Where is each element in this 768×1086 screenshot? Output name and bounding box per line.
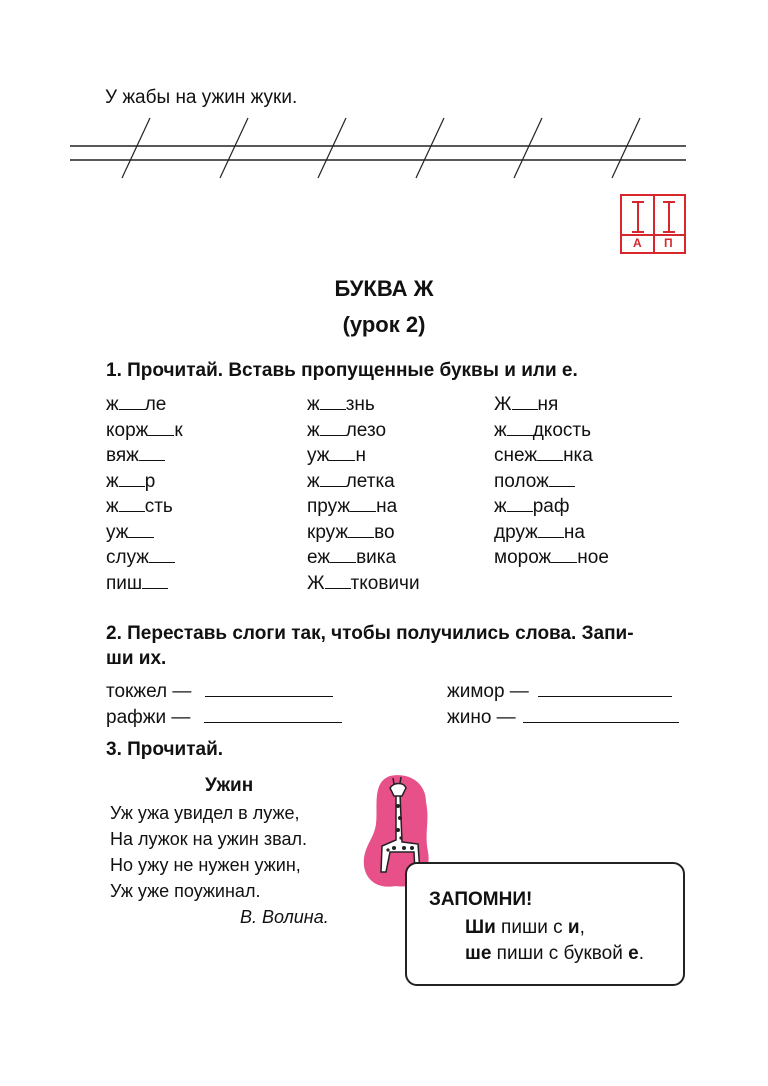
word-end: н xyxy=(355,445,366,466)
task2-item xyxy=(447,704,679,730)
stamp-letter-p: П xyxy=(664,236,673,250)
word-start: Ж xyxy=(494,394,512,415)
word-end: сть xyxy=(144,496,173,517)
word-with-gap xyxy=(494,469,575,495)
word-end: тковичи xyxy=(350,572,420,594)
word-with-gap xyxy=(106,520,154,546)
word-start: ж xyxy=(106,496,119,517)
letter-blank[interactable] xyxy=(507,495,533,512)
word-with-gap xyxy=(494,545,609,571)
word-with-gap xyxy=(106,494,173,520)
word-with-gap xyxy=(106,392,166,418)
word-end: вика xyxy=(356,547,397,568)
word-end: к xyxy=(174,419,183,441)
word-end: на xyxy=(376,496,398,517)
word-with-gap xyxy=(494,494,570,520)
word-start: служ xyxy=(106,547,150,568)
poem-author: В. Волина. xyxy=(240,907,329,927)
word-start: снеж xyxy=(494,445,538,466)
task2-item xyxy=(106,678,333,704)
rule-text: пиши с xyxy=(495,917,568,938)
copybook-lines xyxy=(70,112,690,184)
word-end: дкость xyxy=(532,419,591,441)
letter-blank[interactable] xyxy=(551,546,577,563)
word-with-gap xyxy=(494,520,585,546)
letter-blank[interactable] xyxy=(119,495,145,512)
word-end: нка xyxy=(563,445,593,466)
task2-heading-line2: ши их. xyxy=(106,648,167,669)
word-start: ж xyxy=(307,394,320,415)
letter-blank[interactable] xyxy=(320,419,346,436)
letter-blank[interactable] xyxy=(320,470,346,487)
rule-letter: е xyxy=(628,943,639,964)
poem xyxy=(110,800,307,904)
answer-blank[interactable] xyxy=(538,678,672,697)
letter-blank[interactable] xyxy=(148,419,174,436)
remember-box xyxy=(405,862,685,986)
letter-blank[interactable] xyxy=(142,572,168,589)
remember-heading: ЗАПОМНИ! xyxy=(429,889,533,910)
poem-line: Уж ужа увидел в луже, xyxy=(110,803,300,823)
word-with-gap xyxy=(106,443,165,469)
letter-blank[interactable] xyxy=(350,495,376,512)
remember-rule-2 xyxy=(465,942,644,966)
word-start: Ж xyxy=(307,572,325,594)
word-start: корж xyxy=(106,419,149,441)
word-start: пруж xyxy=(307,496,351,517)
word-start: морож xyxy=(494,547,552,568)
word-start: ж xyxy=(106,394,119,415)
stamp-letter-a: А xyxy=(633,236,642,250)
word-with-gap xyxy=(307,494,397,520)
letter-blank[interactable] xyxy=(119,393,145,410)
letter-blank[interactable] xyxy=(139,444,165,461)
task2-word: жино — xyxy=(447,707,516,728)
page-title: БУКВА Ж xyxy=(334,276,434,301)
task2-word: рафжи — xyxy=(106,707,191,728)
word-end: ле xyxy=(144,394,167,415)
word-start: полож xyxy=(494,470,549,492)
rule-syllable: Ши xyxy=(465,917,496,938)
answer-blank[interactable] xyxy=(204,704,342,723)
letter-blank[interactable] xyxy=(329,444,355,461)
rule-punct: , xyxy=(579,917,585,938)
letter-blank[interactable] xyxy=(549,470,575,487)
word-with-gap xyxy=(106,469,155,495)
rule-syllable: ше xyxy=(465,943,492,964)
word-start: друж xyxy=(494,521,538,543)
word-with-gap xyxy=(106,571,168,597)
word-end: раф xyxy=(532,496,570,517)
word-end: ное xyxy=(577,547,609,568)
answer-blank[interactable] xyxy=(205,678,333,697)
letter-blank[interactable] xyxy=(119,470,145,487)
letter-blank[interactable] xyxy=(538,521,564,538)
word-end: ня xyxy=(537,394,559,415)
word-start: ж xyxy=(106,470,119,492)
letter-blank[interactable] xyxy=(128,521,154,538)
word-start: ж xyxy=(494,419,507,441)
remember-rule-1 xyxy=(465,916,585,940)
letter-blank[interactable] xyxy=(512,393,538,410)
rule-letter: и xyxy=(567,917,580,938)
word-end: лезо xyxy=(345,419,387,441)
word-start: уж xyxy=(307,445,330,466)
word-with-gap xyxy=(307,443,366,469)
word-with-gap xyxy=(307,418,386,444)
word-start: ж xyxy=(307,470,320,492)
page-subtitle: (урок 2) xyxy=(342,312,426,337)
letter-blank[interactable] xyxy=(320,393,346,410)
rule-punct: . xyxy=(638,943,644,964)
word-start: пиш xyxy=(106,572,143,594)
task2-item xyxy=(106,704,342,730)
letter-blank[interactable] xyxy=(330,546,356,563)
word-with-gap xyxy=(307,571,420,597)
word-start: ж xyxy=(494,496,507,517)
word-end: знь xyxy=(345,394,375,415)
letter-blank[interactable] xyxy=(348,521,374,538)
letter-blank[interactable] xyxy=(537,444,563,461)
word-start: ж xyxy=(307,419,320,441)
poem-line: Но ужу не нужен ужин, xyxy=(110,855,301,875)
word-end: на xyxy=(563,521,585,543)
copy-sentence: У жабы на ужин жуки. xyxy=(105,87,298,108)
word-with-gap xyxy=(494,392,558,418)
word-end: летка xyxy=(345,470,395,492)
word-with-gap xyxy=(307,545,396,571)
task1-heading: 1. Прочитай. Вставь пропущенные буквы и или е. xyxy=(106,360,578,381)
word-with-gap xyxy=(307,469,395,495)
letter-blank[interactable] xyxy=(507,419,533,436)
task2-item xyxy=(447,678,672,704)
word-start: еж xyxy=(307,547,331,568)
word-with-gap xyxy=(494,418,591,444)
word-with-gap xyxy=(494,443,593,469)
lesson-stamp xyxy=(620,194,686,254)
answer-blank[interactable] xyxy=(523,704,679,723)
word-start: уж xyxy=(106,521,129,543)
word-start: круж xyxy=(307,521,349,543)
word-end: р xyxy=(144,470,156,492)
word-with-gap xyxy=(307,392,375,418)
word-end: во xyxy=(374,521,395,543)
task2-word: жимор — xyxy=(447,681,529,702)
task2-heading-line1: 2. Переставь слоги так, чтобы получились слова. Запи- xyxy=(106,623,634,644)
word-start: вяж xyxy=(106,445,139,466)
word-with-gap xyxy=(106,418,183,444)
letter-blank[interactable] xyxy=(149,546,175,563)
task3-heading: 3. Прочитай. xyxy=(106,739,224,760)
word-with-gap xyxy=(307,520,395,546)
task2-word: токжел — xyxy=(106,681,192,702)
poem-line: На лужок на ужин звал. xyxy=(110,829,307,849)
rule-text: пиши с буквой xyxy=(491,943,629,964)
poem-line: Уж уже поужинал. xyxy=(110,881,261,901)
word-with-gap xyxy=(106,545,175,571)
poem-title: Ужин xyxy=(205,775,254,796)
letter-blank[interactable] xyxy=(325,572,351,589)
